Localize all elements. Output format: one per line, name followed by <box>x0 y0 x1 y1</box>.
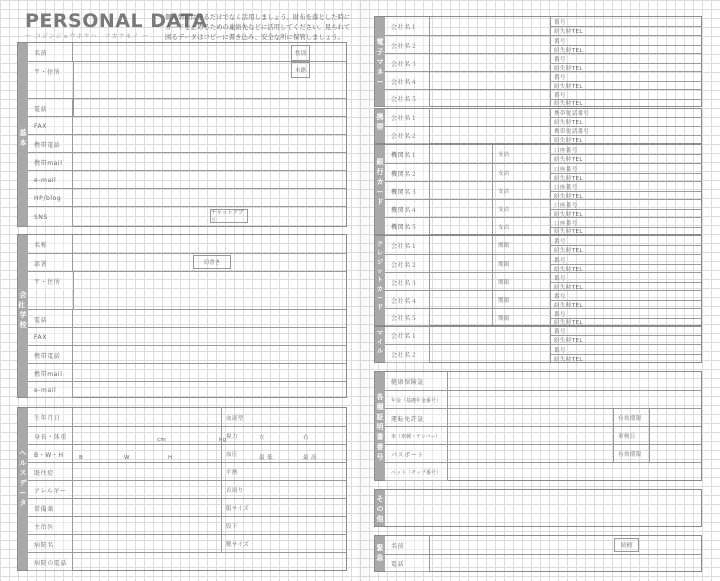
bank-tel-1: 紛失時TEL <box>554 156 583 163</box>
documents-label-license: 運転免許証 <box>385 409 448 427</box>
health-label-allergy: アレルギー <box>28 481 73 499</box>
mobile-tel-2: 紛失時TEL <box>554 137 583 144</box>
section-emergency <box>374 535 702 572</box>
documents-label-car: 車（車種・ナンバー） <box>385 427 448 445</box>
emergency-row[interactable] <box>385 554 701 571</box>
documents-row[interactable] <box>385 426 701 444</box>
basic-label-fax: FAX <box>28 117 73 135</box>
health-label-hospital: 病院名 <box>28 535 73 553</box>
emergency-label-name: 名前 <box>385 536 430 554</box>
company-row[interactable] <box>28 381 346 397</box>
basic-label-mobile-mail: 携帯mail <box>28 153 73 171</box>
money-num-1: 番号 <box>554 19 566 26</box>
page-title: PERSONAL DATA <box>25 10 208 32</box>
bank-row[interactable] <box>385 217 701 234</box>
health-label-doctor: 主治医 <box>28 517 73 535</box>
bank-tel-5: 紛失時TEL <box>554 228 583 235</box>
intro-text: 個人情報は守るだけでなく活用しましょう。財布を落とした時にカードを止めるための連絡先などに活用してください。見られて困るデータはコピーに書き込み、安全な所に保管しましょう。 <box>165 13 351 41</box>
health-label-bwh: B・W・H <box>28 445 73 463</box>
money-label-3: 会社名３ <box>385 54 430 72</box>
documents-label-insurance: 健康保険証 <box>385 372 448 390</box>
credit-row[interactable] <box>385 308 701 325</box>
section-mobile-label: 携帯 <box>376 113 384 131</box>
bank-label-2: 機関名２ <box>385 164 430 182</box>
credit-num-1: 番号 <box>554 238 566 245</box>
section-mobile <box>374 108 702 144</box>
section-bank <box>374 144 702 235</box>
health-label-blood: 血液型 <box>226 416 244 422</box>
credit-num-3: 番号 <box>554 275 566 282</box>
money-row[interactable] <box>385 53 701 71</box>
unit-kg: kg <box>219 437 227 443</box>
basic-label-address: 〒・住所 <box>28 62 73 80</box>
basic-label-phone: 電話 <box>28 99 73 117</box>
mileage-num-2: 番号 <box>554 347 566 354</box>
health-label-birth: 生年月日 <box>28 408 73 426</box>
credit-label-2: 会社名２ <box>385 255 430 273</box>
documents-label-pension: 年金（基礎年金番号） <box>385 391 448 409</box>
basic-row[interactable] <box>28 170 346 188</box>
bank-tel-2: 紛失時TEL <box>554 175 583 182</box>
documents-row[interactable] <box>385 390 701 408</box>
bank-label-3: 機関名３ <box>385 182 430 200</box>
company-row[interactable] <box>28 345 346 363</box>
company-label-fax: FAX <box>28 328 73 346</box>
credit-tel-2: 紛失時TEL <box>554 266 583 273</box>
section-other[interactable] <box>374 489 702 527</box>
emergency-row[interactable] <box>385 536 701 554</box>
mobile-row[interactable] <box>385 126 701 143</box>
credit-row[interactable] <box>385 254 701 272</box>
bank-row[interactable] <box>385 145 701 163</box>
money-row[interactable] <box>385 71 701 89</box>
credit-tel-5: 紛失時TEL <box>554 319 583 326</box>
company-row[interactable] <box>28 235 346 253</box>
company-label-phone: 電話 <box>28 310 73 328</box>
mobile-num-2: 携帯電話番号 <box>554 129 590 135</box>
section-credit <box>374 235 702 326</box>
money-num-4: 番号 <box>554 74 566 81</box>
section-bank-label: 銀行カード <box>376 158 384 206</box>
basic-label-email: e-mail <box>28 171 73 189</box>
credit-tel-3: 紛失時TEL <box>554 284 583 291</box>
section-credit-label: クレジットカード <box>376 241 383 311</box>
money-label-1: 会社名１ <box>385 17 430 35</box>
company-label-mobile: 携帯電話 <box>28 346 73 364</box>
money-label-2: 会社名２ <box>385 36 430 54</box>
bank-acct-2: 口座番号 <box>554 166 578 173</box>
credit-expiry-5: 期限 <box>498 316 510 322</box>
emergency-label-phone: 電話 <box>385 555 430 572</box>
credit-row[interactable] <box>385 272 701 290</box>
mobile-label-2: 会社名２ <box>385 127 430 144</box>
unit-w: W <box>124 455 130 461</box>
credit-expiry-2: 期限 <box>498 262 510 268</box>
money-tel-3: 紛失時TEL <box>554 65 583 72</box>
bank-branch-5: 支店 <box>498 225 510 231</box>
money-tel-5: 紛失時TEL <box>554 100 583 107</box>
bank-branch-4: 支店 <box>498 207 510 213</box>
company-row[interactable] <box>28 363 346 381</box>
mileage-tel-2: 紛失時TEL <box>554 356 583 363</box>
bank-branch-3: 支店 <box>498 189 510 195</box>
credit-num-5: 番号 <box>554 311 566 318</box>
mileage-row[interactable] <box>385 327 701 344</box>
health-label-inseam: 股下 <box>226 524 238 530</box>
documents-label-pet: ペット（チップ番号） <box>385 463 448 481</box>
bank-acct-5: 口座番号 <box>554 220 578 227</box>
credit-label-3: 会社名３ <box>385 273 430 291</box>
company-label-name: 名称 <box>28 235 73 253</box>
basic-row[interactable] <box>28 134 346 152</box>
credit-tel-1: 紛失時TEL <box>554 247 583 254</box>
basic-row[interactable] <box>28 206 346 226</box>
mileage-label-1: 会社名１ <box>385 327 430 344</box>
documents-validity2-label: 有効期限 <box>618 452 642 458</box>
section-mileage-label: マイル <box>376 330 383 355</box>
unit-h: H <box>168 455 173 461</box>
chat-app-box[interactable]: チャットアプリ <box>210 209 248 223</box>
health-label-vision: 視力 <box>226 434 238 440</box>
section-documents <box>374 371 702 481</box>
money-num-2: 番号 <box>554 38 566 45</box>
health-row[interactable] <box>28 534 346 552</box>
money-label-5: 会社名５ <box>385 90 430 107</box>
bank-tel-4: 紛失時TEL <box>554 211 583 218</box>
bank-acct-3: 口座番号 <box>554 184 578 191</box>
section-company-label: 会社・学校 <box>18 291 32 329</box>
money-num-3: 番号 <box>554 56 566 63</box>
mileage-tel-1: 紛失時TEL <box>554 337 583 344</box>
bank-tel-3: 紛失時TEL <box>554 193 583 200</box>
vision-left: 左 <box>259 435 265 441</box>
health-label-temp: 平熱 <box>226 470 238 476</box>
bank-acct-4: 口座番号 <box>554 202 578 209</box>
health-row[interactable] <box>28 480 346 498</box>
mobile-label-1: 会社名１ <box>385 109 430 126</box>
relation-box[interactable]: 続柄 <box>614 538 639 552</box>
money-tel-2: 紛失時TEL <box>554 47 583 54</box>
company-label-email: e-mail <box>28 382 73 398</box>
money-row[interactable] <box>385 35 701 53</box>
money-label-4: 会社名４ <box>385 72 430 90</box>
basic-label-mobile: 携帯電話 <box>28 135 73 153</box>
credit-expiry-4: 期限 <box>498 298 510 304</box>
company-row[interactable] <box>28 309 346 327</box>
health-label-height: 身長・体重 <box>28 427 73 445</box>
basic-row[interactable] <box>28 116 346 134</box>
page-subtitle: ～ コジンジョウホウハ ツカウモノ ～ <box>25 33 150 40</box>
company-label-dept: 部署 <box>28 254 73 272</box>
section-emergency-label: 緊急 <box>376 544 384 562</box>
credit-expiry-1: 期限 <box>498 243 510 249</box>
credit-num-4: 番号 <box>554 293 566 300</box>
mileage-row[interactable] <box>385 344 701 362</box>
money-tel-1: 紛失時TEL <box>554 28 583 35</box>
health-label-medicine: 常備薬 <box>28 499 73 517</box>
section-money-label: 電子マネー <box>376 38 384 86</box>
documents-row[interactable] <box>385 408 701 426</box>
section-health-label: ヘルスデータ <box>19 449 27 507</box>
health-label-history: 既往症 <box>28 463 73 481</box>
money-tel-4: 紛失時TEL <box>554 83 583 90</box>
health-row[interactable] <box>28 516 346 534</box>
bp-max: 最 低 <box>259 455 273 461</box>
health-label-bp: 血圧 <box>226 452 238 458</box>
bank-row[interactable] <box>385 163 701 181</box>
bank-branch-2: 支店 <box>498 171 510 177</box>
basic-label-sns: SNS <box>28 207 73 227</box>
gender-box[interactable]: 性別 <box>291 45 310 61</box>
section-health <box>17 407 347 571</box>
basic-row[interactable] <box>28 152 346 170</box>
basic-row[interactable] <box>28 188 346 206</box>
basic-label-name: 名前 <box>28 43 73 61</box>
money-row[interactable] <box>385 17 701 35</box>
mobile-tel-1: 紛失時TEL <box>554 119 583 126</box>
health-row[interactable] <box>28 426 346 444</box>
section-company <box>17 234 347 398</box>
basic-row[interactable] <box>28 98 346 116</box>
company-row[interactable] <box>28 327 346 345</box>
mobile-num-1: 携帯電話番号 <box>554 111 590 117</box>
documents-row[interactable] <box>385 462 701 480</box>
health-row[interactable] <box>28 498 346 516</box>
section-basic-label: 基本 <box>19 129 27 147</box>
section-money <box>374 16 702 107</box>
mobile-row[interactable] <box>385 109 701 126</box>
health-label-clothes: 服サイズ <box>226 506 250 512</box>
bank-label-1: 機関名１ <box>385 145 430 163</box>
documents-label-passport: パスポート <box>385 445 448 463</box>
money-row[interactable] <box>385 89 701 106</box>
bank-row[interactable] <box>385 181 701 199</box>
unit-cm: cm <box>157 437 167 443</box>
bank-label-4: 機関名４ <box>385 200 430 218</box>
health-label-neck: 首周り <box>226 488 244 494</box>
credit-num-2: 番号 <box>554 257 566 264</box>
health-row[interactable] <box>28 408 346 426</box>
documents-row[interactable] <box>385 444 701 462</box>
bank-branch-1: 支店 <box>498 152 510 158</box>
credit-label-4: 会社名４ <box>385 291 430 309</box>
position-box[interactable]: 肩書き <box>193 255 231 269</box>
credit-row[interactable] <box>385 236 701 254</box>
bank-acct-1: 口座番号 <box>554 147 578 154</box>
credit-tel-4: 紛失時TEL <box>554 302 583 309</box>
origin-box[interactable]: 本籍 <box>291 62 310 78</box>
health-label-shoes: 靴サイズ <box>226 542 250 548</box>
company-label-mobile-mail: 携帯mail <box>28 364 73 382</box>
basic-label-hp: HP/blog <box>28 189 73 207</box>
documents-validity-label: 有効期限 <box>618 416 642 422</box>
credit-label-1: 会社名１ <box>385 236 430 254</box>
vision-right: 右 <box>303 435 309 441</box>
health-row[interactable] <box>28 444 346 462</box>
section-basic <box>17 42 347 227</box>
bp-min: 最 高 <box>303 455 317 461</box>
section-documents-label: 各種証明書番号 <box>376 393 384 461</box>
mileage-label-2: 会社名２ <box>385 345 430 363</box>
bank-row[interactable] <box>385 199 701 217</box>
health-row[interactable] <box>28 462 346 480</box>
mileage-num-1: 番号 <box>554 329 566 335</box>
credit-expiry-3: 期限 <box>498 280 510 286</box>
company-row[interactable] <box>28 271 346 309</box>
credit-label-5: 会社名５ <box>385 309 430 326</box>
documents-row[interactable] <box>385 372 701 390</box>
money-num-5: 番号 <box>554 92 566 99</box>
documents-inspection-label: 車検日 <box>618 434 636 440</box>
company-row[interactable] <box>28 253 346 271</box>
unit-b: B <box>79 455 84 461</box>
bank-label-5: 機関名５ <box>385 218 430 235</box>
health-label-hospital-phone: 病院の電話 <box>28 553 73 571</box>
health-row[interactable] <box>28 552 346 570</box>
company-label-address: 〒・住所 <box>28 272 73 290</box>
section-other-label: その他 <box>376 495 384 523</box>
section-mileage <box>374 326 702 363</box>
credit-row[interactable] <box>385 290 701 308</box>
